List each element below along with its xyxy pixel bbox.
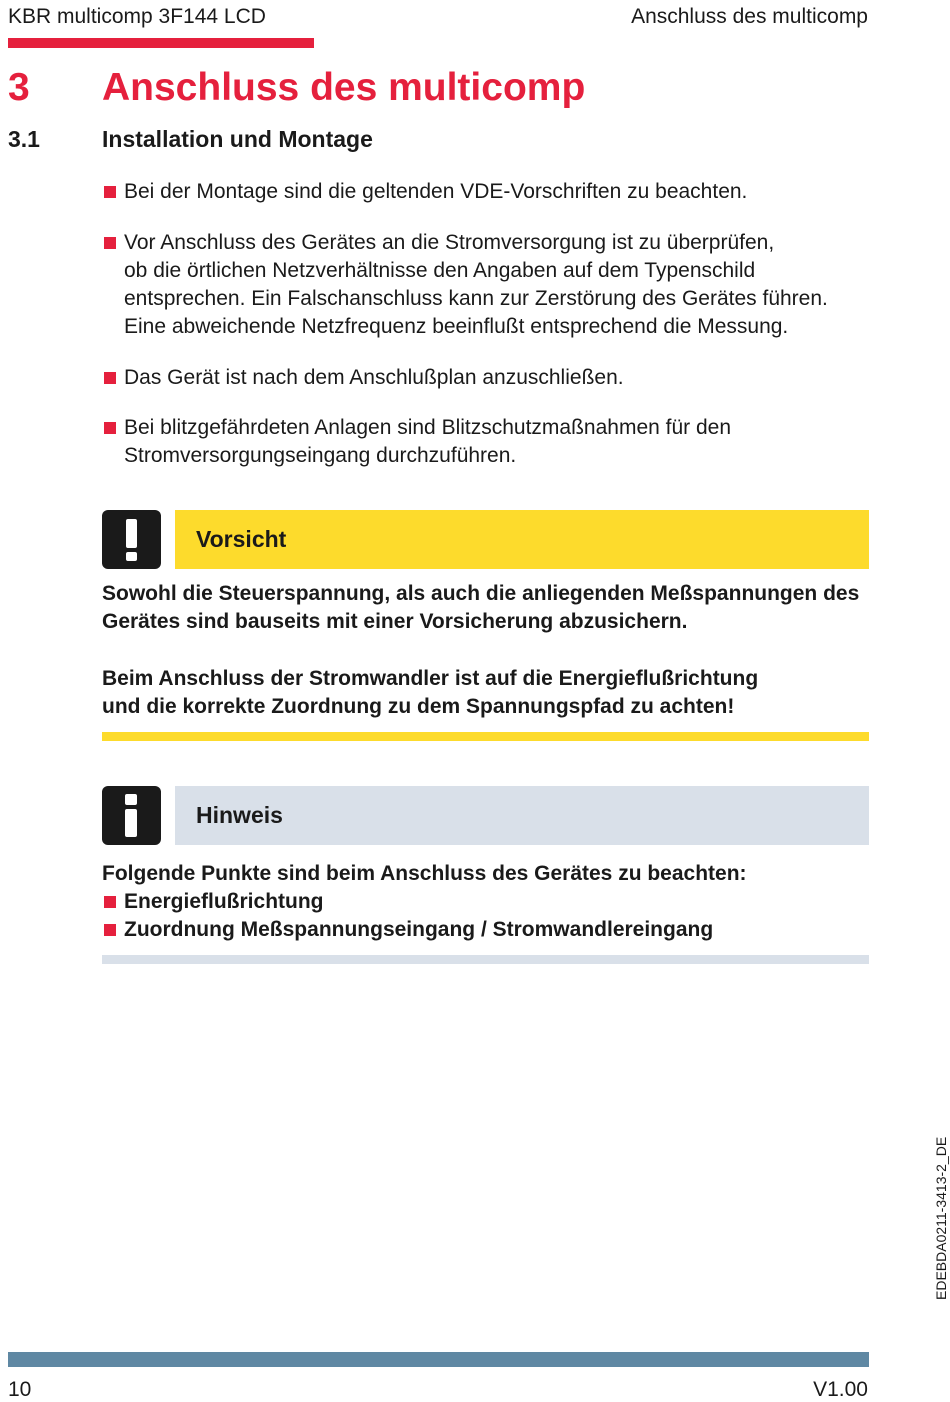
warning-header-bar bbox=[175, 510, 869, 569]
page-number: 10 bbox=[8, 1378, 32, 1401]
bullet-line: Stromversorgungseingang durchzuführen. bbox=[124, 444, 517, 467]
info-list-item bbox=[124, 916, 713, 944]
bullet-square-icon bbox=[104, 372, 116, 384]
bullet-line: Eine abweichende Netzfrequenz beeinflußt entsprechend die Messung. bbox=[124, 315, 789, 338]
info-list-text: Energieflußrichtung bbox=[124, 890, 324, 913]
info-title: Hinweis bbox=[196, 802, 283, 828]
info-icon bbox=[102, 786, 161, 845]
section-number: 3.1 bbox=[8, 126, 40, 152]
header-accent-bar bbox=[8, 38, 314, 48]
exclamation-icon bbox=[102, 510, 161, 569]
warning-paragraph bbox=[102, 580, 872, 636]
bullet-item bbox=[124, 229, 864, 341]
header-chapter-title: Anschluss des multicomp bbox=[631, 5, 868, 28]
bullet-square-icon bbox=[104, 422, 116, 434]
info-list-text: Zuordnung Meßspannungseingang / Stromwandlereingang bbox=[124, 918, 714, 941]
bullet-square-icon bbox=[104, 237, 116, 249]
chapter-title: Anschluss des multicomp bbox=[102, 66, 586, 109]
chapter-number: 3 bbox=[8, 66, 30, 109]
bullet-square-icon bbox=[104, 186, 116, 198]
header-document-title: KBR multicomp 3F144 LCD bbox=[8, 5, 266, 28]
bullet-line: ob die örtlichen Netzverhältnisse den Angaben auf dem Typenschild bbox=[124, 259, 756, 282]
warning-line: Sowohl die Steuerspannung, als auch die anliegenden Meßspannungen des bbox=[102, 582, 860, 605]
bullet-line: entsprechen. Ein Falschanschluss kann zur Zerstörung des Gerätes führen. bbox=[124, 287, 828, 310]
warning-paragraph bbox=[102, 665, 872, 721]
bullet-square-icon bbox=[104, 924, 116, 936]
warning-line: und die korrekte Zuordnung zu dem Spannungspfad zu achten! bbox=[102, 695, 735, 718]
version-label: V1.00 bbox=[813, 1378, 868, 1401]
info-bottom-rule bbox=[102, 955, 869, 964]
bullet-line: Bei blitzgefährdeten Anlagen sind Blitzschutzmaßnahmen für den bbox=[124, 416, 732, 439]
warning-line: Gerätes sind bauseits mit einer Vorsicherung abzusichern. bbox=[102, 610, 688, 633]
bullet-square-icon bbox=[104, 896, 116, 908]
footer-bar bbox=[8, 1352, 869, 1367]
section-title: Installation und Montage bbox=[102, 126, 373, 152]
bullet-line: Das Gerät ist nach dem Anschlußplan anzuschließen. bbox=[124, 366, 624, 389]
info-list-item bbox=[124, 888, 324, 916]
bullet-line: Bei der Montage sind die geltenden VDE-Vorschriften zu beachten. bbox=[124, 180, 748, 203]
bullet-item bbox=[124, 178, 864, 206]
bullet-item bbox=[124, 414, 864, 470]
info-header-bar bbox=[175, 786, 869, 845]
info-intro: Folgende Punkte sind beim Anschluss des Gerätes zu beachten: bbox=[102, 862, 747, 885]
bullet-item bbox=[124, 364, 864, 392]
warning-bottom-rule bbox=[102, 732, 869, 741]
document-code: EDEBDA0211-3413-2_DE bbox=[933, 1136, 949, 1300]
warning-line: Beim Anschluss der Stromwandler ist auf die Energieflußrichtung bbox=[102, 667, 759, 690]
bullet-line: Vor Anschluss des Gerätes an die Stromversorgung ist zu überprüfen, bbox=[124, 231, 775, 254]
warning-title: Vorsicht bbox=[196, 526, 287, 552]
